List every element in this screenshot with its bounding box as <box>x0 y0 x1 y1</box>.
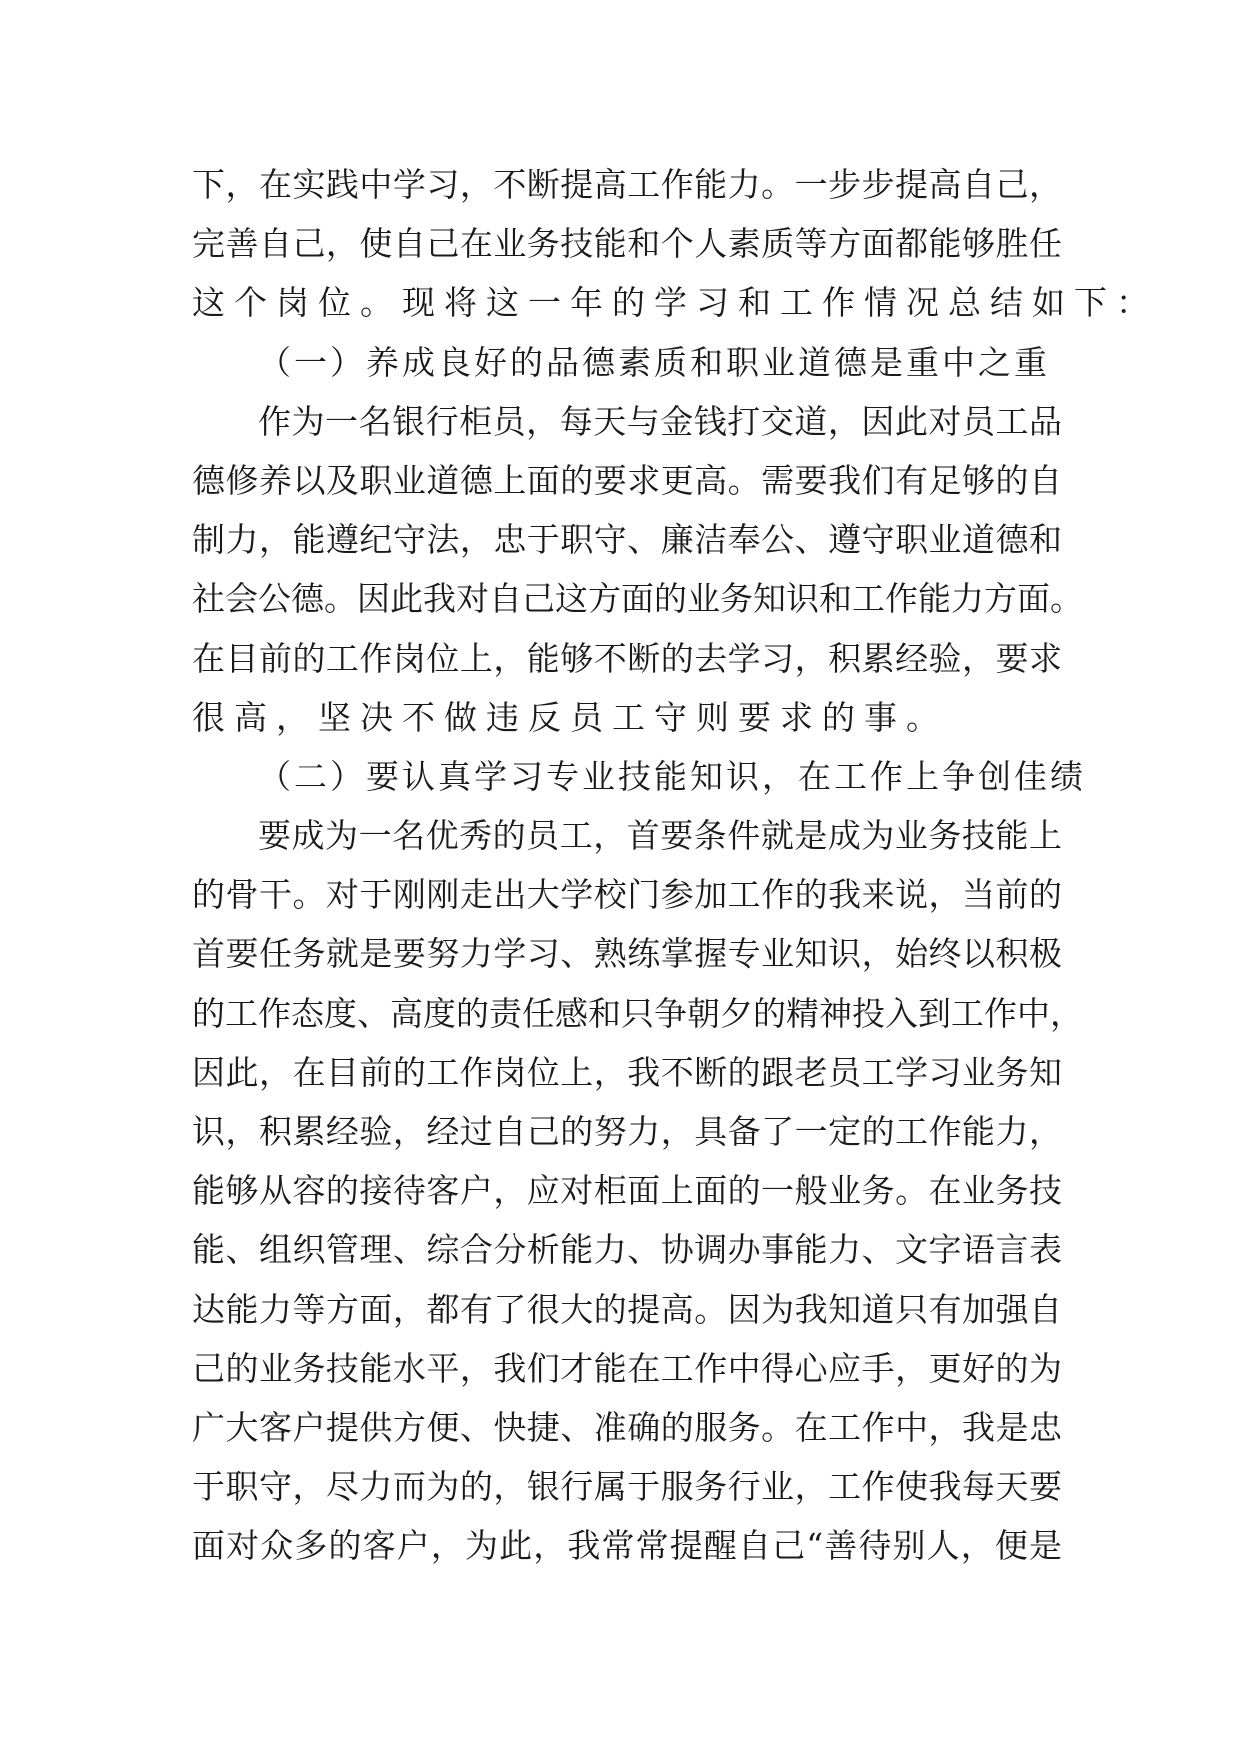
text-line: 因此，在目前的工作岗位上，我不断的跟老员工学习业务知 <box>192 1052 1062 1092</box>
text-line: 能够从容的接待客户，应对柜面上面的一般业务。在业务技 <box>192 1171 1062 1211</box>
text-line: 制力，能遵纪守法，忠于职守、廉洁奉公、遵守职业道德和 <box>192 520 1062 560</box>
text-line: 很高，坚决不做违反员工守则要求的事。 <box>192 697 948 737</box>
text-line: 这个岗位。现将这一年的学习和工作情况总结如下： <box>192 283 1158 323</box>
text-line: 识，积累经验，经过自己的努力，具备了一定的工作能力， <box>192 1112 1062 1151</box>
text-line: 广大客户提供方便、快捷、准确的服务。在工作中，我是忠 <box>192 1407 1062 1447</box>
text-line: 的骨干。对于刚刚走出大学校门参加工作的我来说，当前的 <box>192 875 1062 915</box>
text-line: 首要任务就是要努力学习、熟练掌握专业知识，始终以积极 <box>192 934 1062 974</box>
text-line: 面对众多的客户，为此，我常常提醒自己“善待别人，便是 <box>192 1526 1062 1566</box>
text-line: 下，在实践中学习，不断提高工作能力。一步步提高自己， <box>192 165 1062 204</box>
text-line: 德修养以及职业道德上面的要求更高。需要我们有足够的自 <box>192 460 1062 500</box>
text-line: 能、组织管理、综合分析能力、协调办事能力、文字语言表 <box>192 1230 1062 1270</box>
paragraph-first-line: 要成为一名优秀的员工，首要条件就是成为业务技能上 <box>258 816 1062 856</box>
section-heading-2: （二）要认真学习专业技能知识，在工作上争创佳绩 <box>258 756 1086 796</box>
text-line: 完善自己，使自己在业务技能和个人素质等方面都能够胜任 <box>192 224 1062 264</box>
text-line: 的工作态度、高度的责任感和只争朝夕的精神投入到工作中， <box>192 993 1083 1033</box>
text-line: 达能力等方面，都有了很大的提高。因为我知道只有加强自 <box>192 1289 1062 1329</box>
text-line: 己的业务技能水平，我们才能在工作中得心应手，更好的为 <box>192 1348 1062 1388</box>
text-line: 社会公德。因此我对自己这方面的业务知识和工作能力方面。 <box>192 579 1083 619</box>
text-line: 在目前的工作岗位上，能够不断的去学习，积累经验，要求 <box>192 638 1062 678</box>
section-heading-1: （一）养成良好的品德素质和职业道德是重中之重 <box>258 342 1050 382</box>
paragraph-first-line: 作为一名银行柜员，每天与金钱打交道，因此对员工品 <box>258 401 1062 441</box>
text-line: 于职守，尽力而为的，银行属于服务行业，工作使我每天要 <box>192 1467 1062 1507</box>
body-text <box>192 155 1158 1576</box>
